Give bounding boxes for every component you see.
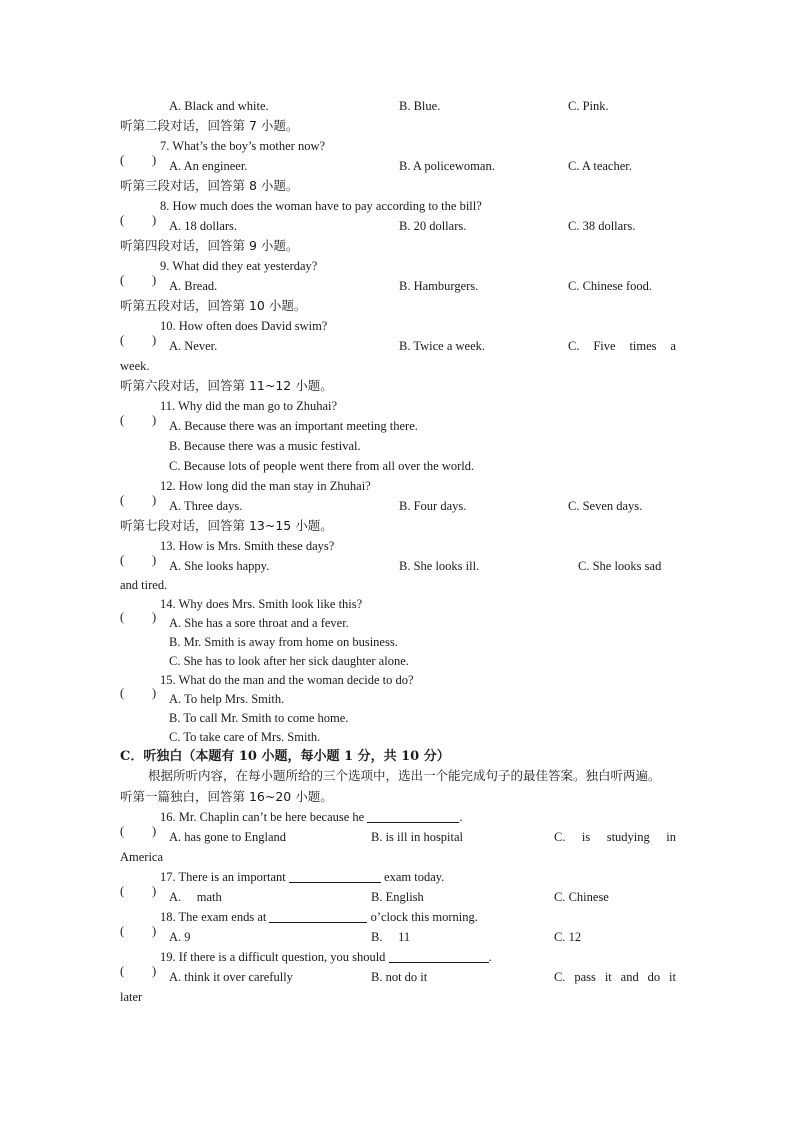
- q14-option-b: B. Mr. Smith is away from home on business.: [169, 635, 398, 649]
- q7-option-c: C. A teacher.: [568, 159, 632, 173]
- question-15: ( ) 15. What do the man and the woman decide to do?: [120, 673, 414, 700]
- q15-option-a: A. To help Mrs. Smith.: [169, 692, 285, 706]
- q7-option-b: B. A policewoman.: [399, 159, 495, 173]
- question-16: ( ) 16. Mr. Chaplin can’t be here because he .: [120, 807, 676, 827]
- q8-option-a: A. 18 dollars.: [169, 219, 238, 233]
- q12-option-c: C. Seven days.: [568, 499, 643, 513]
- q6-options: [120, 96, 676, 116]
- question-11-text: 11. Why did the man go to Zhuhai?: [160, 399, 338, 413]
- q7-option-a: A. An engineer.: [169, 159, 248, 173]
- section-header-2: 听第二段对话，回答第 7 小题。: [120, 118, 299, 133]
- question-13: ( ) 13. How is Mrs. Smith these days?: [120, 536, 676, 556]
- q10-option-a: A. Never.: [169, 339, 218, 353]
- section-header-7: 听第七段对话，回答第 13~15 小题。: [120, 518, 333, 533]
- q17-options: [120, 887, 676, 907]
- section-header-5: 听第五段对话，回答第 10 小题。: [120, 298, 307, 313]
- q6-option-c: C. Pink.: [568, 99, 609, 113]
- answer-blank[interactable]: [367, 809, 459, 823]
- q18-options: [120, 927, 676, 947]
- q18-option-c: C. 12: [554, 930, 582, 944]
- section-header-6: 听第六段对话，回答第 11~12 小题。: [120, 378, 333, 393]
- question-10: ( ) 10. How often does David swim?: [120, 316, 676, 336]
- q6-option-a: A. Black and white.: [169, 99, 269, 113]
- question-12-text: 12. How long did the man stay in Zhuhai?: [160, 479, 371, 493]
- q7-options: [120, 156, 676, 176]
- q17-option-b: B. English: [371, 890, 424, 904]
- q19-option-a: A. think it over carefully: [169, 970, 293, 984]
- q9-option-b: B. Hamburgers.: [399, 279, 479, 293]
- question-18-text: 18. The exam ends at o’clock this morning.: [160, 910, 478, 924]
- q18-option-b: B. 11: [371, 930, 411, 944]
- q9-options: [120, 276, 676, 296]
- question-16-text: 16. Mr. Chaplin can’t be here because he .: [160, 810, 463, 824]
- q17-option-a: A. math: [169, 890, 222, 904]
- q8-option-c: C. 38 dollars.: [568, 219, 636, 233]
- question-19-text: 19. If there is a difficult question, you should .: [160, 950, 492, 964]
- question-12: ( ) 12. How long did the man stay in Zhuhai?: [120, 476, 676, 496]
- question-8: ( ) 8. How much does the woman have to pay according to the bill?: [120, 196, 676, 216]
- q9-option-c: C. Chinese food.: [568, 279, 653, 293]
- q19-options: [120, 967, 676, 987]
- q10-option-c: C. Five times a: [568, 339, 676, 353]
- question-18: ( ) 18. The exam ends at o’clock this morning.: [120, 907, 676, 927]
- question-8-text: 8. How much does the woman have to pay according to the bill?: [160, 199, 482, 213]
- answer-blank[interactable]: [269, 909, 367, 923]
- answer-blank[interactable]: [389, 949, 489, 963]
- question-17-text: 17. There is an important exam today.: [160, 870, 445, 884]
- section-c-instructions: 根据所听内容，在每小题所给的三个选项中，选出一个能完成句子的最佳答案。独白听两遍。: [148, 768, 661, 783]
- section-header-4: 听第四段对话，回答第 9 小题。: [120, 238, 299, 253]
- question-14-text: 14. Why does Mrs. Smith look like this?: [160, 597, 363, 611]
- q16-option-a: A. has gone to England: [169, 830, 286, 844]
- section-c-title: C．听独白（本题有 10 小题，每小题 1 分，共 10 分）: [120, 749, 450, 764]
- q13-options: [120, 556, 676, 576]
- answer-blank[interactable]: [289, 869, 381, 883]
- q16-option-c: C. is studying in: [554, 830, 676, 844]
- q11-option-c: C. Because lots of people went there from all over the world.: [169, 459, 475, 473]
- q13-option-c-wrap: and tired.: [120, 578, 168, 592]
- q12-options: [120, 496, 676, 516]
- q11-option-a: A. Because there was an important meeting there.: [169, 419, 418, 433]
- question-9: ( ) 9. What did they eat yesterday?: [120, 256, 676, 276]
- q17-option-c: C. Chinese: [554, 890, 609, 904]
- q8-options: [120, 216, 676, 236]
- question-15-text: 15. What do the man and the woman decide to do?: [160, 673, 414, 687]
- question-9-text: 9. What did they eat yesterday?: [160, 259, 318, 273]
- q6-option-b: B. Blue.: [399, 99, 441, 113]
- monologue-1-header: 听第一篇独白，回答第 16~20 小题。: [120, 789, 333, 804]
- q8-option-b: B. 20 dollars.: [399, 219, 467, 233]
- q19-option-b: B. not do it: [371, 970, 428, 984]
- question-14: ( ) 14. Why does Mrs. Smith look like this?: [120, 597, 363, 624]
- q15-option-b: B. To call Mr. Smith to come home.: [169, 711, 349, 725]
- q9-option-a: A. Bread.: [169, 279, 218, 293]
- question-7-text: 7. What’s the boy’s mother now?: [160, 139, 326, 153]
- exam-page: [120, 96, 676, 1007]
- q16-options: [120, 827, 676, 847]
- question-11: ( ) 11. Why did the man go to Zhuhai?: [120, 396, 676, 416]
- q15-option-c: C. To take care of Mrs. Smith.: [169, 730, 321, 744]
- q10-option-c-wrap: week.: [120, 359, 150, 373]
- section-header-3: 听第三段对话，回答第 8 小题。: [120, 178, 299, 193]
- q19-option-c: C. pass it and do it: [554, 970, 676, 984]
- q16-option-c-wrap: America: [120, 850, 164, 864]
- question-17: ( ) 17. There is an important exam today.: [120, 867, 676, 887]
- q13-option-b: B. She looks ill.: [399, 559, 480, 573]
- q13-option-a: A. She looks happy.: [169, 559, 270, 573]
- question-19: ( ) 19. If there is a difficult question, you should .: [120, 947, 676, 967]
- question-13-text: 13. How is Mrs. Smith these days?: [160, 539, 335, 553]
- q14-option-a: A. She has a sore throat and a fever.: [169, 616, 349, 630]
- q10-option-b: B. Twice a week.: [399, 339, 486, 353]
- question-10-text: 10. How often does David swim?: [160, 319, 328, 333]
- q14-option-c: C. She has to look after her sick daughter alone.: [169, 654, 409, 668]
- q13-option-c: C. She looks sad: [578, 559, 662, 573]
- q16-option-b: B. is ill in hospital: [371, 830, 464, 844]
- q12-option-b: B. Four days.: [399, 499, 467, 513]
- q10-options: [120, 336, 676, 356]
- q18-option-a: A. 9: [169, 930, 191, 944]
- question-7: ( ) 7. What’s the boy’s mother now?: [120, 136, 676, 156]
- q19-option-c-wrap: later: [120, 990, 143, 1004]
- q11-option-b: B. Because there was a music festival.: [169, 439, 361, 453]
- q12-option-a: A. Three days.: [169, 499, 243, 513]
